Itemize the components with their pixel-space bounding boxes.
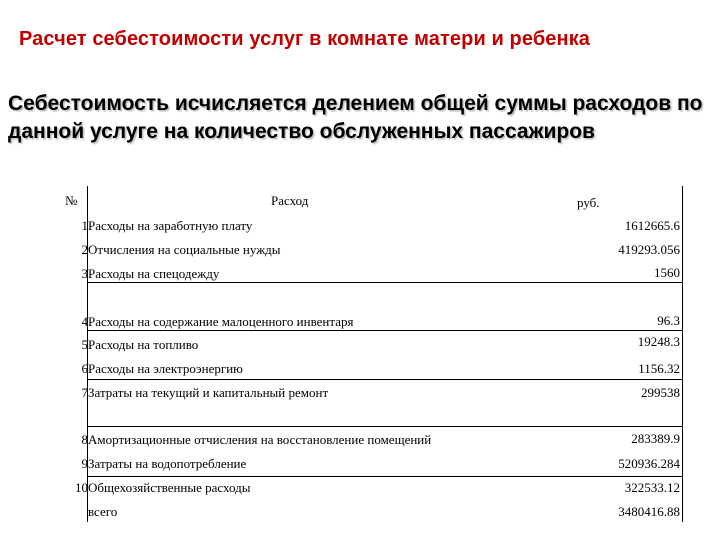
row-amount: 19248.3 bbox=[637, 334, 680, 349]
row-amount: 1560 bbox=[654, 265, 680, 280]
row-item: Расходы на заработную плату bbox=[88, 218, 253, 233]
header-number: № bbox=[65, 193, 78, 208]
row-item: Амортизационные отчисления на восстановление помещений bbox=[88, 432, 432, 447]
row-item: Расходы на электроэнергию bbox=[88, 361, 243, 376]
row-divider bbox=[87, 282, 683, 283]
row-number: 10 bbox=[75, 480, 88, 495]
table-left-rule bbox=[87, 186, 88, 522]
row-amount: 299538 bbox=[641, 385, 680, 400]
row-number: 2 bbox=[81, 242, 88, 257]
row-item: Общехозяйственные расходы bbox=[88, 480, 251, 495]
row-divider bbox=[87, 379, 683, 380]
row-amount: 1612665.6 bbox=[624, 218, 680, 233]
row-divider bbox=[87, 426, 683, 427]
row-item: Отчисления на социальные нужды bbox=[88, 242, 281, 257]
row-amount: 96.3 bbox=[657, 313, 680, 328]
row-item: Расходы на содержание малоценного инвентаря bbox=[88, 314, 354, 329]
row-number: 1 bbox=[81, 218, 88, 233]
total-amount: 3480416.88 bbox=[618, 504, 680, 519]
row-amount: 1156.32 bbox=[638, 361, 680, 376]
row-number: 9 bbox=[81, 456, 88, 471]
row-item: Затраты на текущий и капитальный ремонт bbox=[88, 385, 329, 400]
row-item: Расходы на топливо bbox=[88, 337, 199, 352]
row-number: 8 bbox=[81, 432, 88, 447]
row-item: Расходы на спецодежду bbox=[88, 266, 220, 281]
row-amount: 283389.9 bbox=[631, 431, 680, 446]
header-amount: руб. bbox=[577, 195, 600, 210]
total-label: всего bbox=[88, 504, 118, 519]
row-number: 7 bbox=[81, 385, 88, 400]
row-number: 4 bbox=[81, 314, 88, 329]
row-number: 3 bbox=[81, 266, 88, 281]
table-right-rule bbox=[682, 186, 683, 522]
row-divider bbox=[87, 476, 683, 477]
page-title: Расчет себестоимости услуг в комнате матери и ребенка bbox=[19, 28, 591, 50]
header-item: Расход bbox=[271, 193, 309, 208]
page-subtitle: Себестоимость исчисляется делением общей суммы расходов по данной услуге на количество обслуженных пассажиров bbox=[8, 92, 703, 143]
row-number: 6 bbox=[81, 361, 88, 376]
row-number: 5 bbox=[81, 337, 88, 352]
row-item: Затраты на водопотребление bbox=[88, 456, 247, 471]
row-amount: 419293.056 bbox=[618, 242, 680, 257]
row-divider bbox=[87, 330, 683, 331]
row-amount: 520936.284 bbox=[618, 456, 680, 471]
row-amount: 322533.12 bbox=[624, 480, 680, 495]
